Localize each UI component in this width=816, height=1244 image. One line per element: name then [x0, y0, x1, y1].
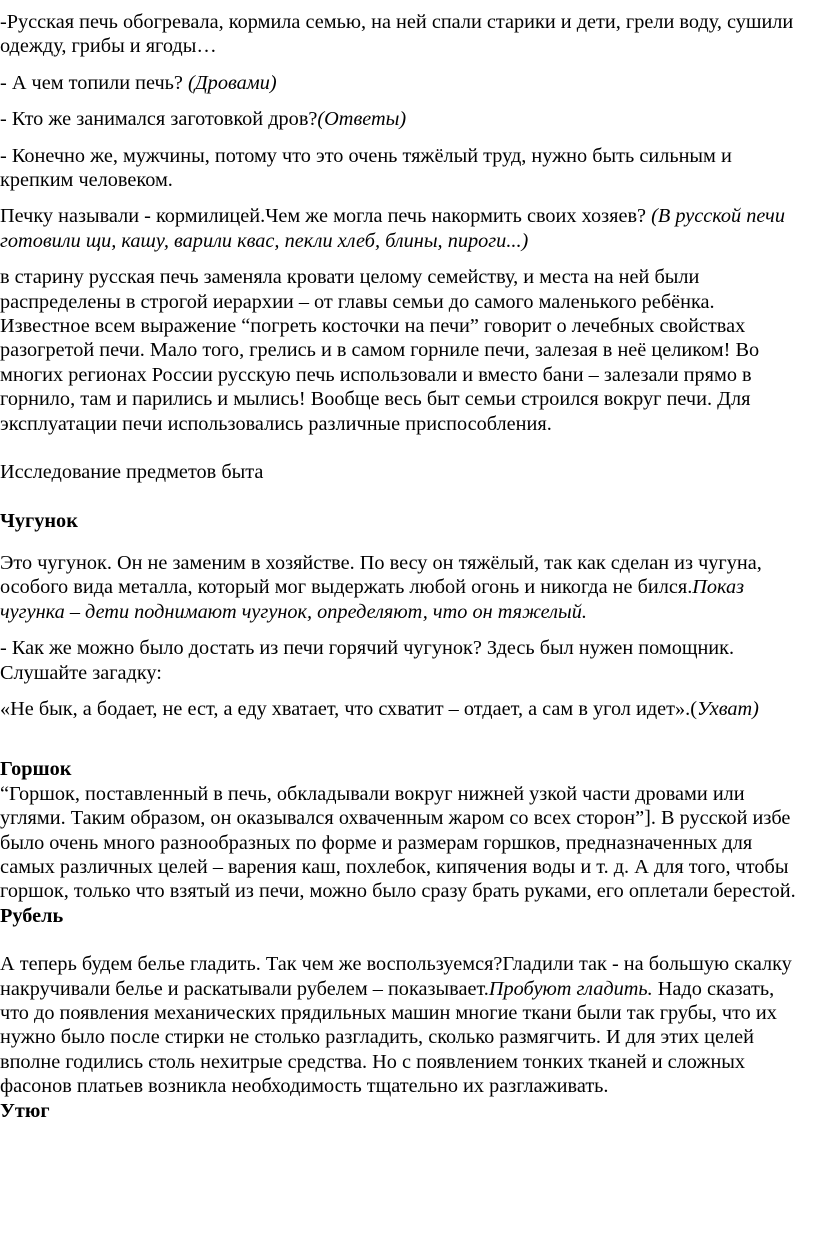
- paragraph-question-fuel: - А чем топили печь? (Дровами): [0, 71, 277, 94]
- heading-chugunok: Чугунок: [0, 509, 78, 532]
- heading-utyug: Утюг: [0, 1099, 50, 1122]
- paragraph-history: в старину русская печь заменяла кровати целому семейству, и места на ней были распределены в строгой иерархии – от главы семьи до самого маленького ребёнка. Известное всем выражение “погреть косточки на печи” говорит о лечебных свойствах разогретой печи. Мало того, грелись и в самом горниле печи, залезая в неё целиком! Во многих регионах России русскую печь использовали и вместо бани – залезали прямо в горнило, там и парились и мылись! Вообще весь быт семьи строился вокруг печи. Для эксплуатации печи использовались различные приспособления.: [0, 266, 760, 435]
- paragraph-intro: -Русская печь обогревала, кормила семью, на ней спали старики и дети, грели воду, сушили одежду, грибы и ягоды…: [0, 11, 794, 58]
- paragraph-gorshok: “Горшок, поставленный в печь, обкладывали вокруг нижней узкой части дровами или углями. Таким образом, он оказывался охваченным жаром со всех сторон”]. В русской избе было очень много разнообразных по форме и размерам горшков, предназначенных для самых различных целей – варения каш, похлебок, кипячения воды и т. д. А для того, чтобы горшок, только что взятый из печи, можно было сразу брать руками, его оплетали берестой.: [0, 782, 796, 903]
- heading-rubel: Рубель: [0, 904, 64, 927]
- paragraph-question-hot-pot: - Как же можно было достать из печи горячий чугунок? Здесь был нужен помощник. Слушайте загадку:: [0, 637, 735, 684]
- paragraph-chugunok: Это чугунок. Он не заменим в хозяйстве. По весу он тяжёлый, так как сделан из чугуна, особого вида металла, который мог выдержать любой огонь и никогда не бился.Показ чугунка – дети поднимают чугунок, определяют, что он тяжелый.: [0, 551, 762, 623]
- paragraph-answer-men: - Конечно же, мужчины, потому что это очень тяжёлый труд, нужно быть сильным и крепким человеком.: [0, 144, 732, 192]
- paragraph-question-firewood: - Кто же занимался заготовкой дров?(Ответы): [0, 108, 407, 131]
- paragraph-riddle: «Не бык, а бодает, не ест, а еду хватает, что схватит – отдает, а сам в угол идет».(Ухват): [0, 697, 759, 720]
- section-heading-research: Исследование предметов быта: [0, 461, 264, 484]
- heading-gorshok: Горшок: [0, 758, 72, 781]
- paragraph-rubel: А теперь будем белье гладить. Так чем же воспользуемся?Гладили так - на большую скалку накручивали белье и раскатывали рубелем – показывает.Пробуют гладить. Надо сказать, что до появления механических прядильных машин многие ткани были так грубы, что их нужно было после стирки не столько разгладить, сколько размягчить. И для этих целей вполне годились столь нехитрые средства. Но с появлением тонких тканей и сложных фасонов платьев возникла необходимость тщательно их разглаживать.: [0, 953, 792, 1098]
- paragraph-nurse: Печку называли - кормилицей.Чем же могла печь накормить своих хозяев? (В русской печи готовили щи, кашу, варили квас, пекли хлеб, блины, пироги...): [0, 205, 785, 252]
